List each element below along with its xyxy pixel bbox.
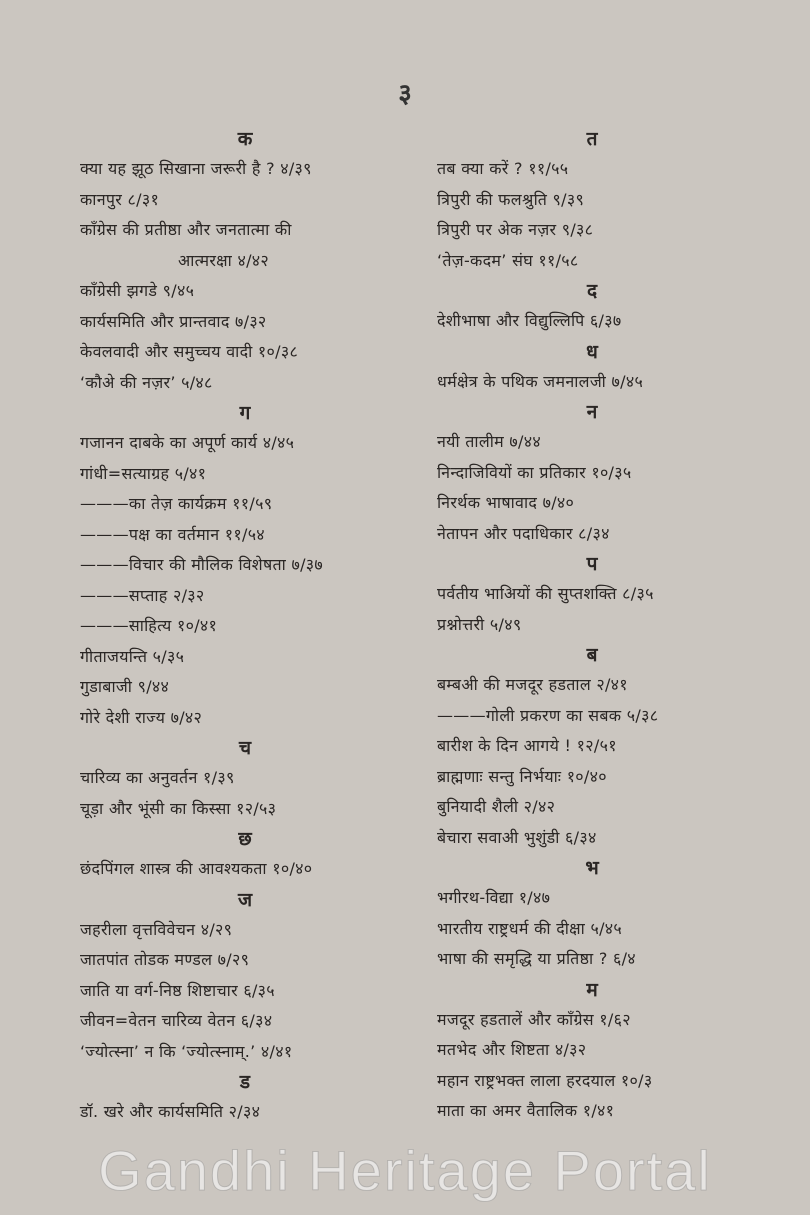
index-entry: निरर्थक भाषावाद ७/४० [437, 493, 575, 512]
index-entry: त्रिपुरी पर अेक नज़र ९/३८ [437, 220, 594, 239]
index-section [80, 824, 410, 885]
index-entry: ———विचार की मौलिक विशेषता ७/३७ [80, 555, 324, 574]
index-entry: गोरे देशी राज्य ७/४२ [80, 707, 203, 727]
watermark: Gandhi Heritage Portal [98, 1139, 712, 1202]
section-letter: छ [238, 828, 252, 850]
index-entry: ‘ज्योत्स्ना’ न कि ‘ज्योत्स्नाम्.’ ४/४१ [80, 1041, 293, 1061]
index-entry: देशीभाषा और विद्युल्लिपि ६/३७ [437, 311, 622, 330]
index-section [80, 398, 410, 733]
index-entry: कॉंग्रेसी झगडे ९/४५ [80, 281, 195, 300]
index-section [437, 124, 747, 276]
index-entry: गांधी=सत्याग्रह ५/४१ [80, 463, 207, 483]
index-entry: भगीरथ-विद्या १/४७ [437, 888, 551, 907]
index-entry: कॉंग्रेस की प्रतीष्ठा और जनतात्मा की [80, 220, 292, 239]
section-letter: क [237, 128, 253, 150]
index-entry: जहरीला वृत्तविवेचन ४/२९ [80, 919, 233, 939]
section-letter: प [586, 553, 598, 575]
index-column-right [437, 124, 747, 1127]
section-letter: ध [586, 340, 598, 363]
index-entry: ब्राह्मणाः सन्तु निर्भयाः १०/४० [437, 766, 607, 786]
index-entry: निन्दाजिवियों का प्रतिकार १०/३५ [437, 462, 632, 482]
index-entry: भाषा की समृद्धि या प्रतिष्ठा ? ६/४ [437, 949, 636, 968]
index-section [80, 733, 410, 824]
index-entry: तब क्या करें ? ११/५५ [437, 159, 569, 178]
index-entry: नेतापन और पदाधिकार ८/३४ [437, 523, 610, 543]
index-entry: डॉ. खरे और कार्यसमिति २/३४ [80, 1102, 261, 1121]
index-section [80, 1067, 410, 1128]
section-letter: ब [586, 644, 598, 666]
index-entry: मजदूर हडतालें और कॉंग्रेस १/६२ [437, 1009, 631, 1029]
index-entry: आत्मरक्षा ४/४२ [178, 250, 270, 270]
index-entry: ———सप्ताह २/३२ [80, 585, 205, 605]
index-section [437, 549, 747, 640]
index-entry: बेचारा सवाअी भुशुंडी ६/३४ [437, 827, 597, 847]
index-entry: चूड़ा और भूंसी का किस्सा १२/५३ [80, 798, 277, 818]
index-entry: जाति या वर्ग-निष्ठ शिष्टाचार ६/३५ [80, 980, 275, 1000]
index-entry: ———पक्ष का वर्तमान ११/५४ [80, 524, 265, 544]
index-entry: छंदपिंगल शास्त्र की आवश्यकता १०/४० [80, 859, 313, 878]
index-entry: ———साहित्य १०/४१ [80, 616, 218, 635]
section-letter: त [586, 128, 598, 150]
index-entry: केवलवादी और समुच्चय वादी १०/३८ [80, 342, 299, 361]
index-section [437, 975, 747, 1127]
index-entry: जातपांत तोडक मण्डल ७/२९ [80, 950, 250, 969]
page-number: ३ [398, 79, 412, 109]
index-entry: पर्वतीय भाअियों की सुप्तशक्ति ८/३५ [437, 584, 654, 603]
section-letter: भ [585, 857, 599, 879]
index-section [437, 276, 747, 337]
index-entry: बुनियादी शैली २/४२ [437, 797, 556, 816]
index-entry: गीताजयन्ति ५/३५ [80, 646, 185, 666]
index-section [80, 124, 410, 398]
index-entry: मतभेद और शिष्टता ४/३२ [437, 1040, 587, 1059]
index-column-left [80, 124, 410, 1128]
index-entry: कानपुर ८/३१ [80, 189, 160, 209]
index-entry: भारतीय राष्ट्रधर्म की दीक्षा ५/४५ [437, 918, 623, 938]
section-letter: ज [237, 888, 253, 911]
section-letter: न [586, 401, 598, 423]
index-entry: चारिव्य का अनुवर्तन १/३९ [80, 768, 235, 787]
index-section [437, 853, 747, 975]
index-entry: ———गोली प्रकरण का सबक ५/३८ [437, 705, 659, 725]
index-section [80, 885, 410, 1068]
index-entry: ———का तेज़ कार्यक्रम ११/५९ [80, 494, 273, 513]
index-section [437, 397, 747, 549]
section-letter: ड [239, 1071, 251, 1093]
index-entry: गुडाबाजी ९/४४ [80, 677, 170, 696]
index-entry: बम्बअी की मजदूर हडताल २/४१ [437, 675, 628, 694]
index-entry: ‘तेज़-कदम’ संघ ११/५८ [437, 250, 579, 270]
index-entry: त्रिपुरी की फलश्रुति ९/३९ [437, 189, 585, 209]
index-section [437, 337, 747, 398]
index-entry: जीवन=वेतन चारिव्य वेतन ६/३४ [80, 1011, 273, 1030]
index-entry: नयी तालीम ७/४४ [437, 432, 541, 451]
index-entry: प्रश्नोत्तरी ५/४९ [437, 614, 522, 634]
index-entry: बारीश के दिन आगये ! १२/५१ [437, 736, 617, 755]
index-entry: गजानन दाबके का अपूर्ण कार्य ४/४५ [80, 433, 295, 452]
section-letter: च [238, 737, 252, 759]
section-letter: म [586, 978, 598, 1001]
index-entry: क्या यह झूठ सिखाना जरूरी है ? ४/३९ [80, 159, 312, 178]
index-entry: धर्मक्षेत्र के पथिक जमनालजी ७/४५ [437, 371, 644, 391]
index-entry: ‘कौअे की नज़र’ ५/४८ [80, 372, 213, 392]
section-letter: ग [239, 402, 251, 424]
index-section [437, 640, 747, 853]
index-entry: महान राष्ट्रभक्त लाला हरदयाल १०/३ [437, 1070, 653, 1090]
index-entry: माता का अमर वैतालिक १/४१ [437, 1101, 615, 1120]
index-entry: कार्यसमिति और प्रान्तवाद ७/३२ [80, 311, 267, 331]
section-letter: द [586, 280, 598, 302]
